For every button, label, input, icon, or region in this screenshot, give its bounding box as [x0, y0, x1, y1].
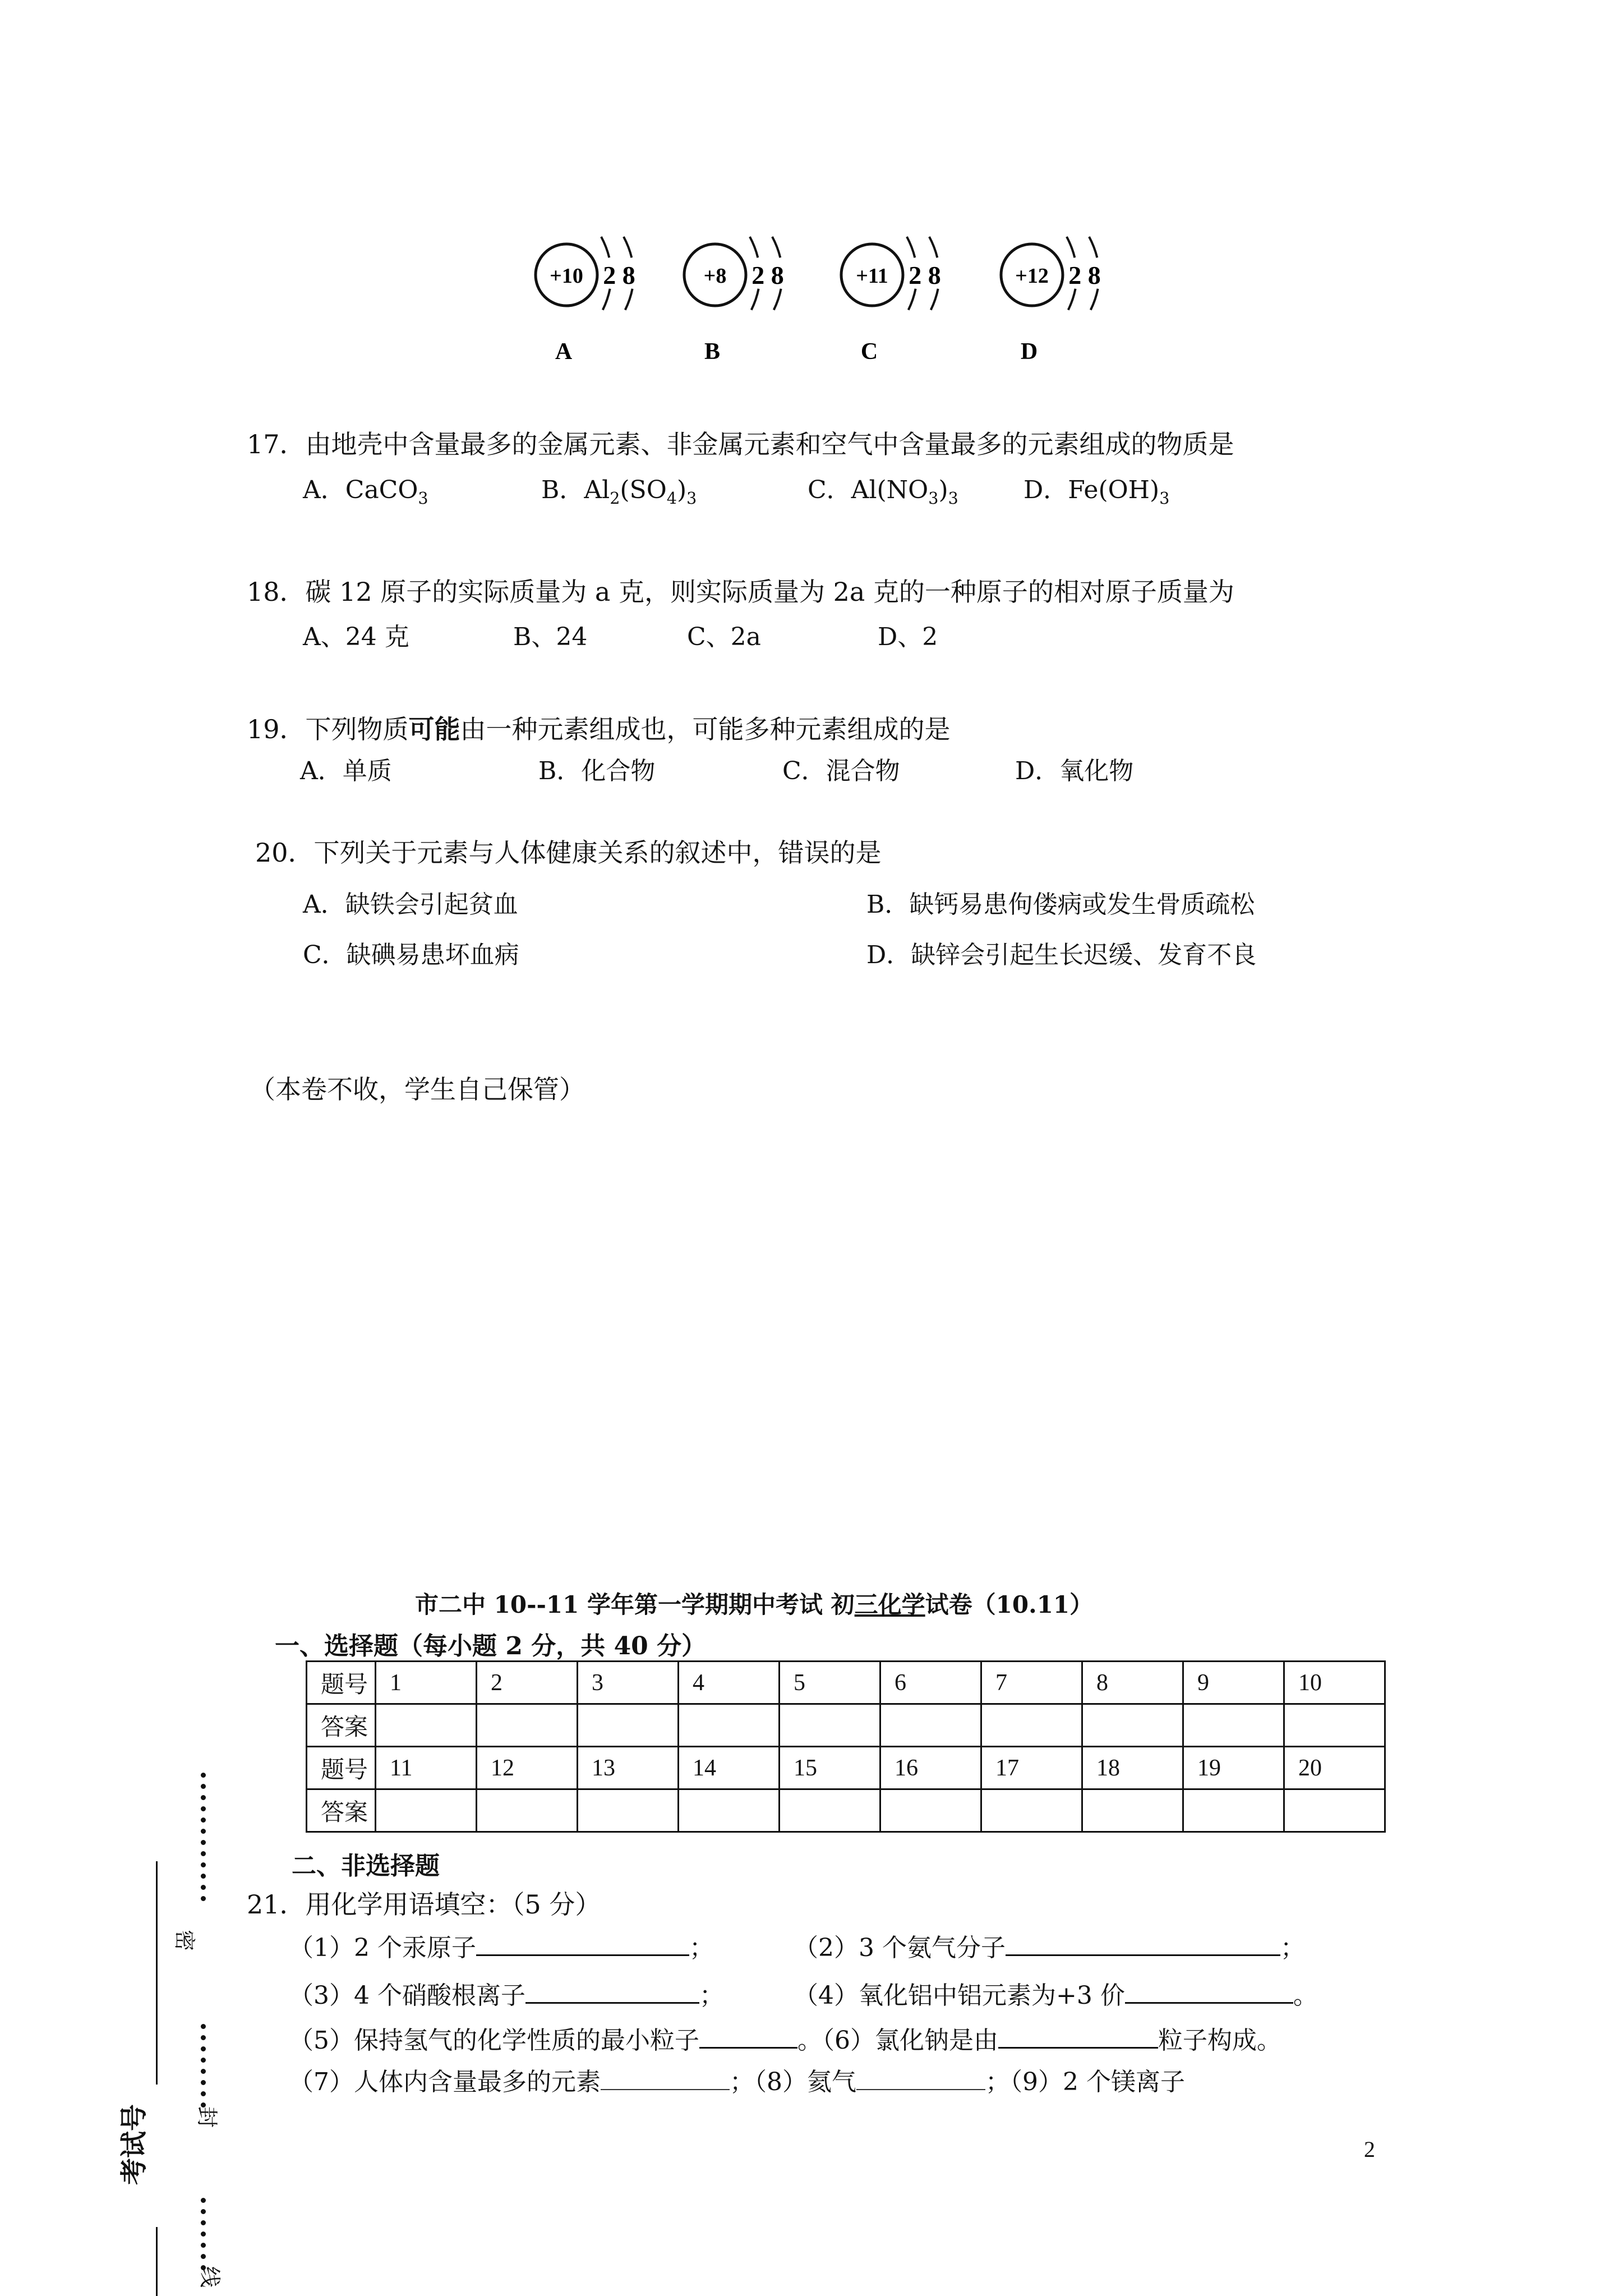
- question-number-cell: 3: [578, 1662, 679, 1704]
- exam-number-label: 考试号: [118, 2104, 150, 2185]
- table-row: [307, 1704, 1385, 1747]
- nucleus-charge: +8: [703, 264, 727, 288]
- seal-dotted-line-top: [201, 1773, 206, 1907]
- q21-item-4: （4）氧化铝中铝元素为+3 价 。: [794, 1977, 1318, 2013]
- keep-paper-note: （本卷不收，学生自己保管）: [250, 1074, 585, 1105]
- answer-cell[interactable]: [477, 1789, 578, 1832]
- question-number-cell: 4: [679, 1662, 780, 1704]
- question-19-option-c: C．混合物: [782, 757, 900, 785]
- question-20-option-a: A．缺铁会引起贫血: [303, 890, 518, 919]
- row-label-answer: 答案: [307, 1789, 376, 1832]
- nucleus-charge: +12: [1015, 264, 1049, 288]
- question-number-cell: 2: [477, 1662, 578, 1704]
- question-20-stem: 20．下列关于元素与人体健康关系的叙述中，错误的是: [255, 838, 882, 868]
- question-20-option-b: B．缺钙易患佝偻病或发生骨质疏松: [866, 890, 1255, 919]
- shell-electrons: 2 8: [1068, 261, 1101, 289]
- answer-cell[interactable]: [880, 1704, 981, 1747]
- seal-char-feng: 封: [195, 2106, 219, 2128]
- fill-blank[interactable]: [1125, 1977, 1293, 2004]
- q21-item-3: （3）4 个硝酸根离子 ；: [289, 1977, 724, 2013]
- q21-item-2: （2）3 个氨气分子 ；: [794, 1930, 1305, 1965]
- atom-d: [1001, 237, 1101, 365]
- shell-electrons: 2 8: [751, 261, 784, 289]
- answer-cell[interactable]: [780, 1704, 880, 1747]
- answer-cell[interactable]: [1284, 1704, 1385, 1747]
- question-18-option-a: A、24 克: [303, 623, 409, 651]
- atom-letter-label: A: [555, 339, 573, 365]
- question-number-cell: 17: [981, 1747, 1082, 1789]
- question-18-option-c: C、2a: [687, 623, 761, 651]
- question-number-cell: 18: [1082, 1747, 1183, 1789]
- question-19-option-d: D．氧化物: [1015, 757, 1134, 785]
- q21-item-1: （1）2 个汞原子 ；: [289, 1930, 714, 1965]
- atom-a: [536, 237, 635, 365]
- answer-cell[interactable]: [376, 1789, 477, 1832]
- question-number-cell: 1: [376, 1662, 477, 1704]
- answer-cell[interactable]: [679, 1704, 780, 1747]
- fill-blank[interactable]: [856, 2064, 985, 2090]
- answer-cell[interactable]: [981, 1704, 1082, 1747]
- shell-electrons: 2 8: [909, 261, 941, 289]
- question-19-option-b: B．化合物: [538, 757, 656, 785]
- answer-sheet-title: 市二中 10--11 学年第一学期期中考试 初三化学试卷（10.11）: [415, 1591, 1094, 1618]
- table-row: [307, 1662, 1385, 1704]
- answer-table: [306, 1660, 1386, 1833]
- question-number-cell: 15: [780, 1747, 880, 1789]
- page-number: 2: [1364, 2137, 1375, 2162]
- question-21-stem: 21．用化学用语填空：（5 分）: [247, 1889, 601, 1920]
- question-18-stem: 18．碳 12 原子的实际质量为 a 克，则实际质量为 2a 克的一种原子的相对原子质量为: [247, 577, 1234, 607]
- seal-dotted-line-middle: [201, 2024, 206, 2114]
- fill-blank[interactable]: [601, 2064, 730, 2090]
- seal-dotted-line-bottom: [201, 2198, 206, 2276]
- question-number-cell: 7: [981, 1662, 1082, 1704]
- row-label-number: 题号: [307, 1662, 376, 1704]
- question-17-option-a: A．CaCO$_3$: [303, 476, 428, 508]
- answer-cell[interactable]: [1082, 1704, 1183, 1747]
- question-17-option-d: D．$Fe(OH)_3$: [1023, 476, 1170, 508]
- question-number-cell: 8: [1082, 1662, 1183, 1704]
- row-label-number: 题号: [307, 1747, 376, 1789]
- seal-char-xian: 线: [197, 2266, 222, 2288]
- table-row: [307, 1789, 1385, 1832]
- answer-cell[interactable]: [477, 1704, 578, 1747]
- answer-cell[interactable]: [1183, 1704, 1284, 1747]
- question-19-stem: 19．下列物质可能由一种元素组成也，可能多种元素组成的是: [247, 714, 951, 744]
- answer-cell[interactable]: [780, 1789, 880, 1832]
- answer-cell[interactable]: [981, 1789, 1082, 1832]
- answer-cell[interactable]: [376, 1704, 477, 1747]
- answer-cell[interactable]: [1082, 1789, 1183, 1832]
- atom-letter-label: C: [860, 339, 878, 365]
- question-number-cell: 20: [1284, 1747, 1385, 1789]
- nucleus-charge: +10: [550, 264, 583, 288]
- atom-b: [684, 237, 784, 365]
- question-number-cell: 11: [376, 1747, 477, 1789]
- answer-cell[interactable]: [880, 1789, 981, 1832]
- question-17-option-b: B．$Al_2(SO_4)_3$: [541, 476, 697, 508]
- question-20-option-c: C．缺碘易患坏血病: [303, 941, 519, 969]
- question-20-option-d: D．缺锌会引起生长迟缓、发育不良: [866, 941, 1257, 969]
- atom-c: [841, 237, 941, 365]
- answer-cell[interactable]: [1183, 1789, 1284, 1832]
- table-row: [307, 1747, 1385, 1789]
- fill-blank[interactable]: [1006, 1930, 1280, 1956]
- question-number-cell: 6: [880, 1662, 981, 1704]
- question-number-cell: 10: [1284, 1662, 1385, 1704]
- question-number-cell: 19: [1183, 1747, 1284, 1789]
- answer-cell[interactable]: [679, 1789, 780, 1832]
- question-number-cell: 16: [880, 1747, 981, 1789]
- question-17-stem: 17．由地壳中含量最多的金属元素、非金属元素和空气中含量最多的元素组成的物质是: [247, 429, 1234, 459]
- nucleus-charge: +11: [856, 264, 888, 288]
- question-number-cell: 5: [780, 1662, 880, 1704]
- answer-cell[interactable]: [578, 1704, 679, 1747]
- answer-cell[interactable]: [1284, 1789, 1385, 1832]
- fill-blank[interactable]: [525, 1977, 699, 2004]
- shell-electrons: 2 8: [603, 261, 635, 289]
- question-17-option-c: C．$Al(NO_3)_3$: [808, 476, 958, 508]
- row-label-answer: 答案: [307, 1704, 376, 1747]
- section-1-heading: 一、选择题（每小题 2 分，共 40 分）: [275, 1632, 707, 1660]
- question-number-cell: 12: [477, 1747, 578, 1789]
- seal-char-mi: 密: [172, 1930, 197, 1952]
- q21-item-5-6: （5）保持氢气的化学性质的最小粒子 。（6）氯化钠是由 粒子构成。: [289, 2022, 1281, 2058]
- atom-structure-diagram: [505, 213, 1155, 370]
- question-19-option-a: A．单质: [300, 757, 392, 785]
- fill-blank[interactable]: [699, 2022, 797, 2049]
- exam-number-line[interactable]: [156, 1861, 158, 2085]
- question-number-cell: 14: [679, 1747, 780, 1789]
- question-number-cell: 9: [1183, 1662, 1284, 1704]
- atom-letter-label: B: [704, 339, 721, 365]
- question-number-cell: 13: [578, 1747, 679, 1789]
- exam-number-line-lower[interactable]: [156, 2227, 158, 2296]
- fill-blank[interactable]: [998, 2022, 1158, 2049]
- question-18-option-d: D、2: [878, 623, 938, 651]
- fill-blank[interactable]: [476, 1930, 689, 1956]
- question-18-option-b: B、24: [513, 623, 588, 651]
- q21-item-7-8-9: （7）人体内含量最多的元素 ；（8）氦气 ；（9）2 个镁离子: [289, 2064, 1185, 2099]
- section-2-heading: 二、非选择题: [292, 1852, 440, 1880]
- atom-letter-label: D: [1020, 339, 1038, 365]
- answer-cell[interactable]: [578, 1789, 679, 1832]
